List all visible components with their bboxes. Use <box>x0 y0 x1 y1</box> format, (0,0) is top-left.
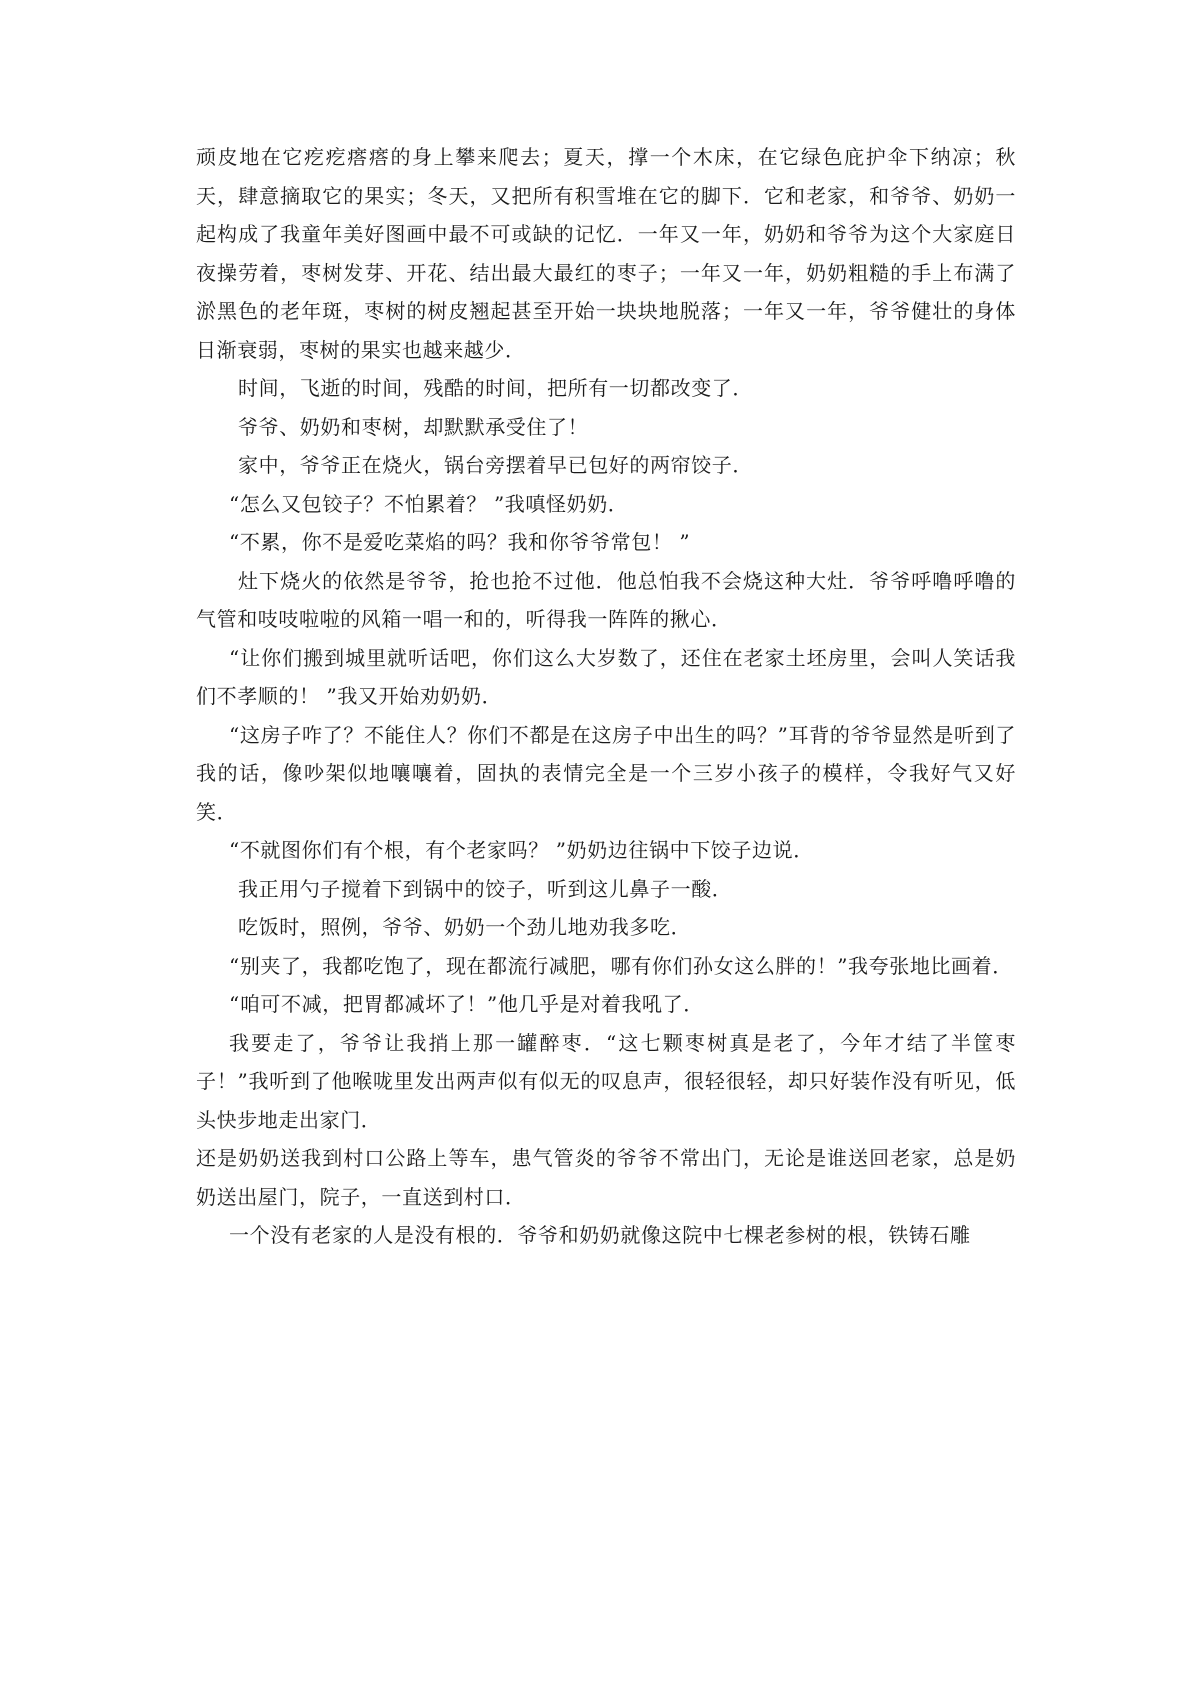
paragraph: 灶下烧火的依然是爷爷，抢也抢不过他．他总怕我不会烧这种大灶．爷爷呼噜呼噜的气管和吱吱啦啦的风箱一唱一和的，听得我一阵阵的揪心． <box>196 568 1016 631</box>
paragraph: 吃饭时，照例，爷爷、奶奶一个劲儿地劝我多吃． <box>238 915 692 939</box>
paragraph: 顽皮地在它疙疙瘩瘩的身上攀来爬去；夏天，撑一个木床，在它绿色庇护伞下纳凉；秋天，肆意摘取它的果实；冬天，又把所有积雪堆在它的脚下．它和老家，和爷爷、奶奶一起构成了我童年美好图画中最不可或缺的记忆．一年又一年，奶奶和爷爷为这个大家庭日夜操劳着，枣树发芽、开花、结出最大最红的枣子；一年又一年，奶奶粗糙的手上布满了淤黑色的老年斑，枣树的树皮翘起甚至开始一块块地脱落；一年又一年，爷爷健壮的身体日渐衰弱，枣树的果实也越来越少． <box>196 145 1016 362</box>
paragraph: 家中，爷爷正在烧火，锅台旁摆着早已包好的两帘饺子． <box>238 453 753 477</box>
paragraph: 时间，飞逝的时间，残酷的时间，把所有一切都改变了． <box>238 376 753 400</box>
paragraph: “不就图你们有个根，有个老家吗？ ”奶奶边往锅中下饺子边说． <box>229 838 814 862</box>
paragraph: “不累，你不是爱吃菜焰的吗？我和你爷爷常包！ ” <box>229 530 691 554</box>
paragraph: 我要走了，爷爷让我捎上那一罐醉枣．“这七颗枣树真是老了，今年才结了半筐枣子！”我听到了他喉咙里发出两声似有似无的叹息声，很轻很轻，却只好装作没有听见，低头快步地走出家门． <box>196 1030 1016 1132</box>
document-body <box>196 138 1016 1255</box>
paragraph: “别夹了，我都吃饱了，现在都流行减肥，哪有你们孙女这么胖的！”我夸张地比画着． <box>229 953 1013 978</box>
paragraph: “这房子咋了？不能住人？你们不都是在这房子中出生的吗？”耳背的爷爷显然是听到了我的话，像吵架似地嚷嚷着，固执的表情完全是一个三岁小孩子的模样，令我好气又好笑． <box>196 722 1016 824</box>
paragraph: “咱可不减，把胃都减坏了！”他几乎是对着我吼了． <box>229 992 704 1016</box>
paragraph: 我正用勺子搅着下到锅中的饺子，听到这儿鼻子一酸． <box>238 876 733 901</box>
paragraph: “怎么又包铰子？不怕累着？ ”我嗔怪奶奶． <box>229 491 629 516</box>
paragraph: 还是奶奶送我到村口公路上等车，患气管炎的爷爷不常出门，无论是谁送回老家，总是奶奶送出屋门，院子，一直送到村口． <box>196 1146 1016 1209</box>
paragraph: 一个没有老家的人是没有根的．爷爷和奶奶就像这院中七棵老参树的根，铁铸石雕 <box>229 1223 971 1247</box>
paragraph: 爷爷、奶奶和枣树，却默默承受住了！ <box>238 414 589 439</box>
paragraph: “让你们搬到城里就听话吧，你们这么大岁数了，还住在老家土坯房里，会叫人笑话我们不孝顺的！ ”我又开始劝奶奶． <box>196 645 1016 708</box>
